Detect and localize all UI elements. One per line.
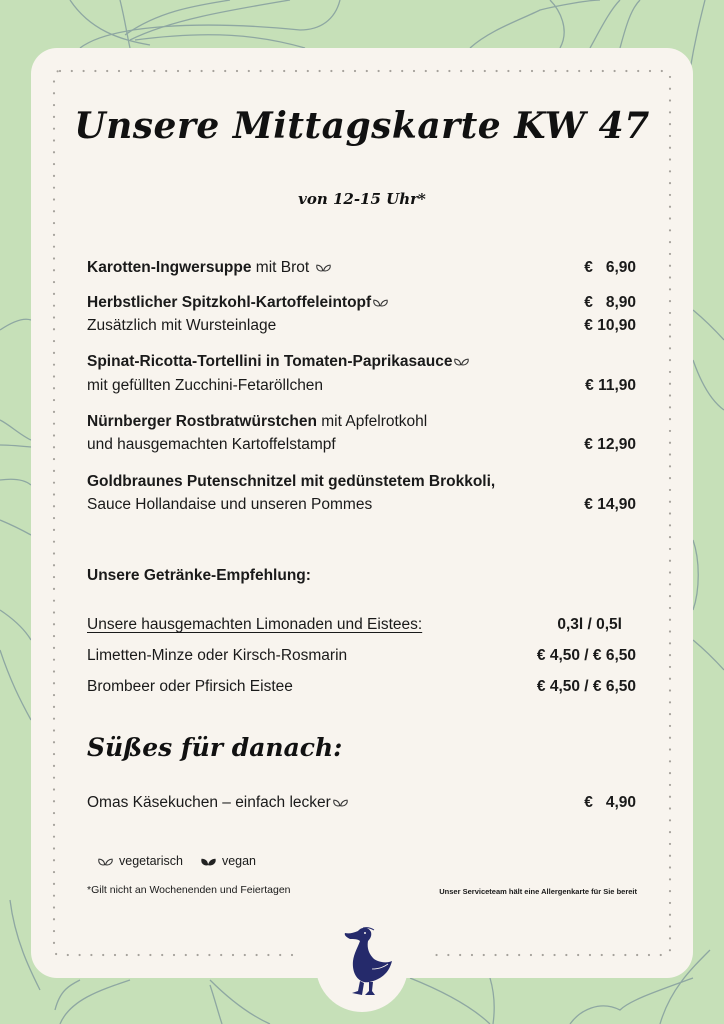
vegetarian-leaf-icon [98,856,113,867]
dessert-price: € 4,90 [584,794,636,811]
menu-item-desc: mit Apfelrotkohl [316,413,428,430]
menu-item-extra-price: € 10,90 [584,317,636,334]
drinks-sizes: 0,3l / 0,5l [557,616,622,633]
menu-item-price: € 11,90 [585,377,636,394]
page-title: Unsere Mittagskarte KW 47 [74,105,650,147]
legend-vegetarian-label: vegetarisch [119,854,183,868]
menu-item-price: € 14,90 [584,496,636,513]
menu-item-desc: mit gefüllten Zucchini-Fetaröllchen [87,377,324,394]
footnote: *Gilt nicht an Wochenenden und Feiertagen [87,884,291,896]
menu-item-name: Goldbraunes Putenschnitzel mit gedünstetem Brokkoli, [87,473,496,490]
dessert-heading: Süßes für danach: [87,733,343,762]
dessert-name: Omas Käsekuchen – einfach lecker [87,794,331,811]
menu-item-price: € 12,90 [584,436,636,453]
menu-item-desc: Sauce Hollandaise und unseren Pommes [87,496,373,513]
allergen-note: Unser Serviceteam hält eine Allergenkarte für Sie bereit [439,887,637,896]
vegetarian-leaf-icon [316,262,331,273]
drink-name: Brombeer oder Pfirsich Eistee [87,678,293,695]
menu-item-price: € 6,90 [584,259,636,276]
menu-item-desc: und hausgemachten Kartoffelstampf [87,436,336,453]
legend-vegan [199,854,256,868]
page-subtitle: von 12-15 Uhr* [298,190,426,208]
vegan-leaf-icon [201,856,216,867]
menu-item-name: Karotten-Ingwersuppe [87,259,252,276]
legend-vegetarian [96,854,183,868]
legend-vegan-label: vegan [221,854,256,868]
menu-item-name: Spinat-Ricotta-Tortellini in Tomaten-Paprikasauce [87,353,453,370]
menu-item-desc: mit Brot [251,259,314,276]
drinks-heading: Unsere Getränke-Empfehlung: [87,567,311,584]
vegetarian-leaf-icon [333,797,348,808]
duck-logo-icon [338,925,394,1001]
drink-price: € 4,50 / € 6,50 [536,647,636,664]
menu-item-extra: Zusätzlich mit Wursteinlage [87,317,277,334]
diet-legend [96,854,256,868]
menu-item-name: Herbstlicher Spitzkohl-Kartoffeleintopf [87,294,372,311]
drink-price: € 4,50 / € 6,50 [536,678,636,695]
drink-name: Limetten-Minze oder Kirsch-Rosmarin [87,647,348,664]
menu-item-name: Nürnberger Rostbratwürstchen [87,413,317,430]
drinks-subheading: Unsere hausgemachten Limonaden und Eistees: [87,616,423,633]
menu-item-price: € 8,90 [584,294,636,311]
vegetarian-leaf-icon [373,297,388,308]
vegetarian-leaf-icon [454,356,469,367]
